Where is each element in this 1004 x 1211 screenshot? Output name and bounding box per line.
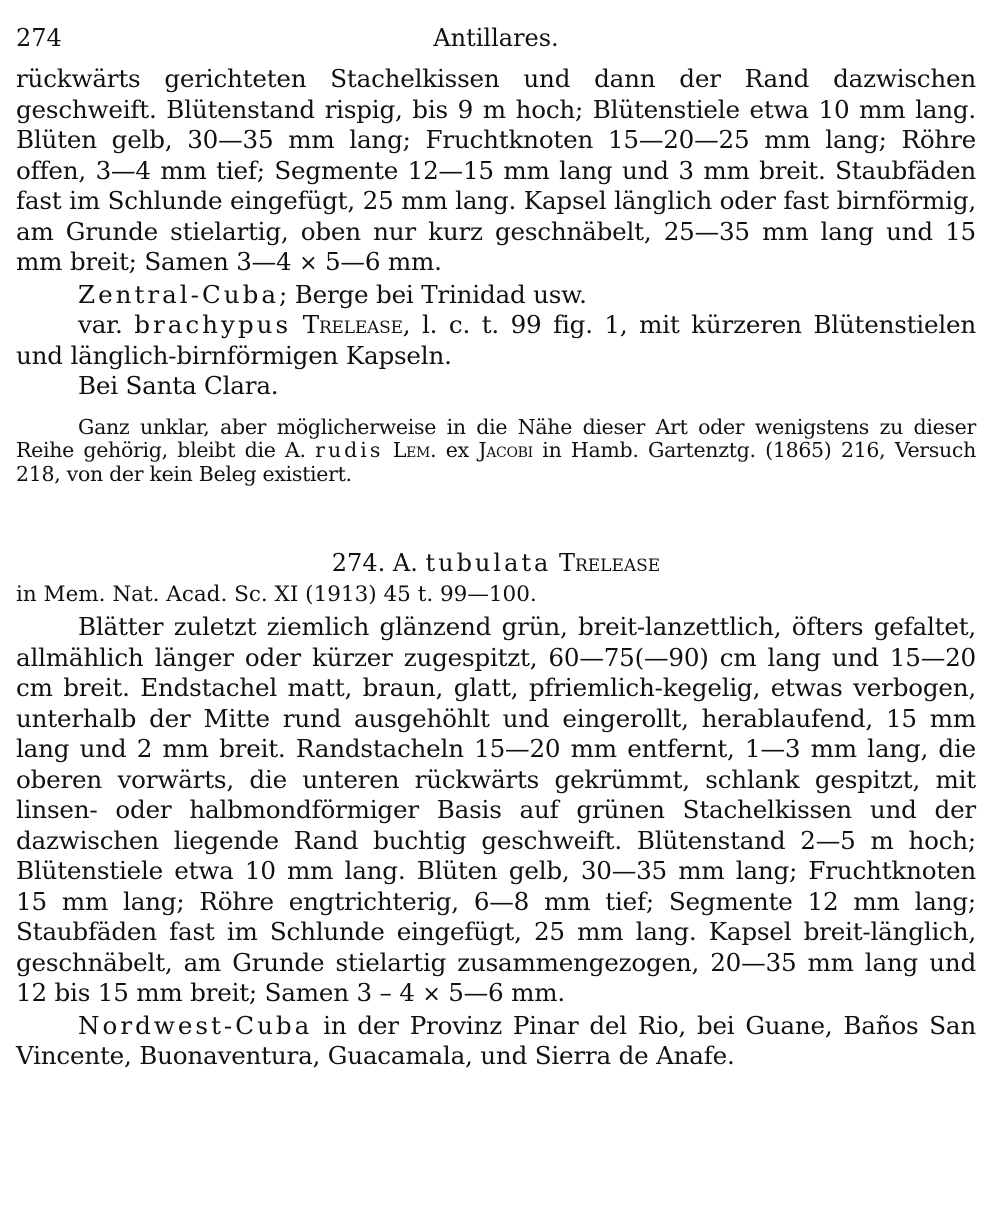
variety-paragraph: [16, 310, 976, 371]
locality-name: Zentral-Cuba: [78, 279, 280, 309]
species-number: 274.: [331, 549, 386, 577]
document-page: [16, 20, 976, 1072]
locality-paragraph: [16, 280, 976, 311]
species-citation: in Mem. Nat. Acad. Sc. XI (1913) 45 t. 99—100.: [16, 582, 537, 607]
locality-rest: ; Berge bei Trinidad usw.: [279, 279, 587, 309]
times-symbol: ×: [299, 251, 318, 276]
variety-rest: , l. c. t. 99 fig. 1, mit kürzeren Blütenstielen und länglich-birnförmigen Kapseln.: [16, 310, 976, 370]
variety-name: brachypus: [134, 310, 292, 339]
species-description: [16, 612, 976, 1011]
variety-prefix: var.: [78, 310, 123, 339]
running-head: Antillares.: [433, 24, 559, 52]
continuation-text: rückwärts gerichteten Stachelkissen und dann der Rand dazwischen geschweift. Blütenstand rispig, bis 9 m hoch; Blütenstiele etwa 10 mm lang. Blüten gelb, 30—35 mm lang; Fruchtknoten 15—20—25 mm lang; Röhre offen, 3—4 mm tief; Segmente 12—15 mm lang und 3 mm breit. Staubfäden fast im Schlunde eingefügt, 25 mm lang. Kapsel länglich oder fast birnförmig, am Grunde stielartig, oben nur kurz geschnäbelt, 25—35 mm lang und 15 mm breit; Samen 3—4: [16, 64, 976, 276]
variety-locality: Bei Santa Clara.: [78, 371, 279, 400]
distribution-name: Nordwest-Cuba: [78, 1010, 313, 1040]
distribution-rest: in der Provinz Pinar del Rio, bei Guane, Baños San Vincente, Buonaventura, Guacamala, und Sierra de Anafe.: [16, 1010, 976, 1070]
note-author-2: Jacobi: [478, 438, 533, 462]
continuation-text-end: 5—6 mm.: [324, 247, 442, 276]
note-text-1: Ganz unklar, aber möglicherweise in die Nähe dieser Art oder wenigstens zu dieser Reihe gehörig, bleibt die: [16, 414, 976, 462]
note-text-2: in Hamb. Gartenztg. (1865) 216, Versuch 218, von der kein Beleg existiert.: [16, 438, 977, 486]
note-author-1: Lem.: [392, 438, 437, 462]
description-text-end: 5—6 mm.: [448, 978, 565, 1007]
footnote-paragraph: [16, 416, 976, 487]
species-heading: [16, 548, 976, 578]
note-ex: ex: [436, 438, 479, 462]
species-epithet: tubulata: [425, 549, 552, 577]
continuation-paragraph: [16, 64, 976, 280]
note-genus: A.: [284, 438, 306, 462]
page-header: [16, 20, 976, 64]
description-text: Blätter zuletzt ziemlich glänzend grün, breit-lanzettlich, öfters gefaltet, allmählich länger oder kürzer zugespitzt, 60—75(—90) cm lang und 15—20 cm breit. Endstachel matt, braun, glatt, pfriemlich-kegelig, etwas verbogen, unterhalb der Mitte rund ausgehöhlt und eingerollt, herablaufend, 15 mm lang und 2 mm breit. Randstacheln 15—20 mm entfernt, 1—3 mm lang, die oberen vorwärts, die unteren rückwärts gekrümmt, schlank gespitzt, mit linsen- oder halbmondförmiger Basis auf grünen Stachelkissen und der dazwischen liegende Rand buchtig geschweift. Blütenstand 2—5 m hoch; Blütenstiele etwa 10 mm lang. Blüten gelb, 30—35 mm lang; Fruchtknoten 15 mm lang; Röhre engtrichterig, 6—8 mm tief; Segmente 12 mm lang; Staubfäden fast im Schlunde eingefügt, 25 mm lang. Kapsel breit-länglich, geschnäbelt, am Grunde stielartig zusammengezogen, 20—35 mm lang und 12 bis 15 mm breit; Samen 3 – 4: [16, 612, 976, 1007]
species-author: Trelease: [558, 549, 661, 577]
species-genus: A.: [392, 549, 418, 577]
page-number: 274: [16, 24, 62, 52]
variety-author: Trelease: [302, 310, 403, 339]
times-symbol-2: ×: [422, 982, 441, 1007]
note-epithet: rudis: [315, 438, 384, 462]
species-distribution: [16, 1011, 976, 1072]
